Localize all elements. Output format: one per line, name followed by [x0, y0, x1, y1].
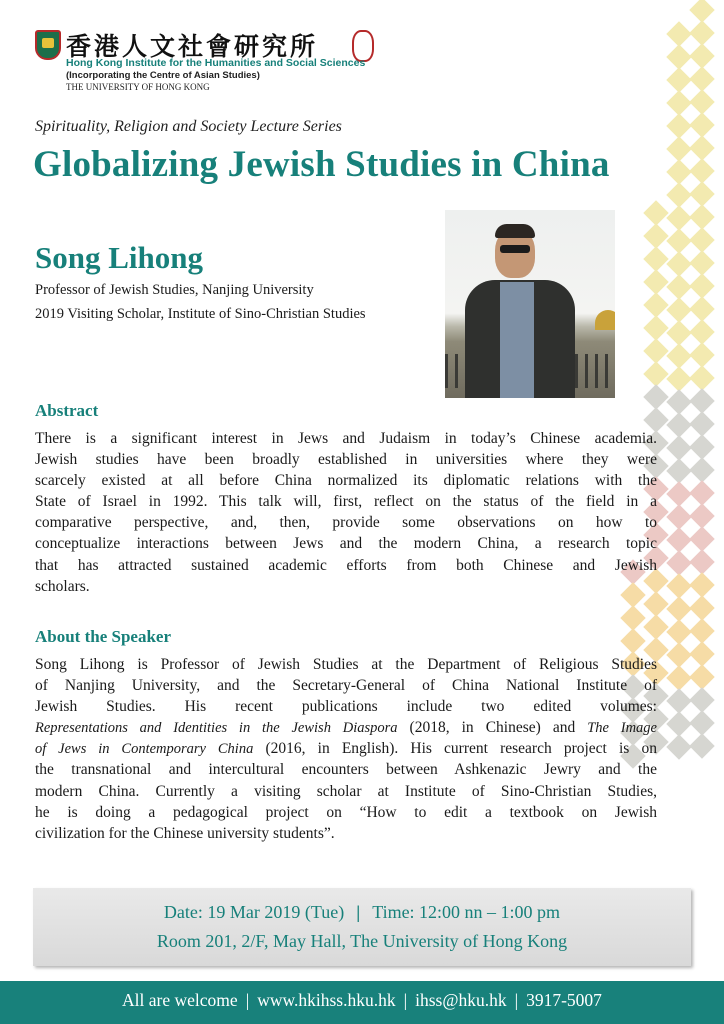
event-time: Time: 12:00 nn – 1:00 pm	[372, 902, 561, 922]
diamond-shape	[666, 504, 691, 529]
diamond-shape	[689, 618, 714, 643]
diamond-shape	[666, 481, 691, 506]
diamond-shape	[689, 549, 714, 574]
diamond-shape	[689, 158, 714, 183]
speaker-visiting: 2019 Visiting Scholar, Institute of Sino-Christian Studies	[35, 306, 366, 322]
diamond-shape	[689, 434, 714, 459]
diamond-shape	[666, 136, 691, 161]
diamond-shape	[689, 342, 714, 367]
diamond-shape	[689, 733, 714, 758]
diamond-shape	[666, 412, 691, 437]
footer-bar	[0, 981, 724, 1024]
hku-crest-logo	[35, 30, 61, 60]
diamond-shape	[689, 457, 714, 482]
speaker-position: Professor of Jewish Studies, Nanjing University	[35, 282, 314, 298]
abstract-line: that has attracted sustained academic efforts from both Chinese and Jewish	[35, 556, 657, 574]
diamond-shape	[689, 89, 714, 114]
diamond-shape	[666, 182, 691, 207]
about-line: civilization for the Chinese university students”.	[35, 824, 335, 842]
diamond-shape	[689, 296, 714, 321]
book-title: The Image	[587, 720, 657, 737]
diamond-shape	[666, 619, 691, 644]
diamond-shape	[666, 573, 691, 598]
diamond-shape	[689, 181, 714, 206]
diamond-shape	[666, 734, 691, 759]
event-datetime	[33, 902, 691, 923]
diamond-shape	[689, 411, 714, 436]
diamond-shape	[689, 503, 714, 528]
event-venue: Room 201, 2/F, May Hall, The University of Hong Kong	[156, 931, 568, 951]
about-text	[35, 654, 657, 844]
abstract-line: scholars.	[35, 577, 90, 595]
lecture-title: Globalizing Jewish Studies in China	[33, 144, 610, 185]
diamond-shape	[666, 642, 691, 667]
about-line: of Nanjing University, and the Secretary-General of China National Institute of	[35, 677, 657, 695]
diamond-shape	[666, 550, 691, 575]
diamond-shape	[643, 223, 668, 248]
diamond-shape	[689, 204, 714, 229]
diamond-shape	[689, 526, 714, 551]
about-line: the transnational and intercultural encounters between Ashkenazic Jewry and the	[35, 761, 657, 779]
phone-number: 3917-5007	[526, 990, 602, 1010]
diamond-shape	[643, 315, 668, 340]
about-line: Song Lihong is Professor of Jewish Studies at the Department of Religious Studies	[35, 656, 657, 673]
abstract-text	[35, 428, 657, 597]
diamond-shape	[689, 66, 714, 91]
speaker-photo	[445, 210, 615, 398]
diamond-shape	[689, 572, 714, 597]
diamond-shape	[643, 200, 668, 225]
diamond-shape	[666, 435, 691, 460]
event-date: Date: 19 Mar 2019 (Tue)	[163, 902, 345, 922]
abstract-heading: Abstract	[35, 401, 99, 420]
abstract-line: conceptualize interactions between Jews and the modern China, a research topic	[35, 535, 657, 553]
about-line: modern China. Currently a visiting scholar at Institute of Sino-Christian Studies,	[35, 782, 657, 800]
diamond-shape	[643, 338, 668, 363]
diamond-shape	[666, 665, 691, 690]
diamond-shape	[666, 205, 691, 230]
event-info-box	[33, 888, 691, 966]
about-text-fragment: (2016, in English). His current research project is on	[253, 740, 657, 758]
abstract-line: scarcely existed at all before China normalized its diplomatic relations with the	[35, 472, 657, 490]
separator: |	[403, 990, 408, 1010]
diamond-shape	[689, 641, 714, 666]
diamond-shape	[689, 595, 714, 620]
abstract-line: There is a significant interest in Jews and Judaism in today’s Chinese academia.	[35, 430, 657, 447]
diamond-shape	[666, 458, 691, 483]
institute-chinese-name: 香港人文社會研究所	[66, 32, 319, 61]
about-heading: About the Speaker	[35, 627, 172, 646]
lecture-series: Spirituality, Religion and Society Lecture Series	[35, 118, 342, 135]
diamond-shape	[666, 21, 691, 46]
diamond-shape	[689, 135, 714, 160]
book-title: Representations and Identities in the Jewish Diaspora	[35, 720, 398, 737]
about-line: Jewish Studies. His recent publications include two edited volumes:	[35, 698, 657, 716]
diamond-shape	[666, 366, 691, 391]
separator: |	[514, 990, 519, 1010]
diamond-shape	[643, 614, 668, 639]
institute-subtitle: (Incorporating the Centre of Asian Studies)	[66, 70, 260, 81]
about-line: he is doing a pedagogical project on “How to edit a textbook on Jewish	[35, 803, 657, 821]
book-title: of Jews in Contemporary China	[35, 741, 254, 758]
diamond-shape	[666, 228, 691, 253]
welcome-text: All are welcome	[122, 990, 238, 1010]
diamond-shape	[689, 20, 714, 45]
diamond-shape	[666, 113, 691, 138]
about-line	[35, 738, 657, 759]
diamond-shape	[666, 67, 691, 92]
diamond-shape	[666, 688, 691, 713]
diamond-shape	[643, 269, 668, 294]
diamond-shape	[689, 365, 714, 390]
diamond-shape	[643, 246, 668, 271]
diamond-shape	[666, 527, 691, 552]
diamond-shape	[689, 273, 714, 298]
diamond-shape	[666, 90, 691, 115]
diamond-shape	[666, 596, 691, 621]
diamond-shape	[666, 44, 691, 69]
diamond-shape	[689, 480, 714, 505]
diamond-shape	[666, 320, 691, 345]
diamond-shape	[689, 250, 714, 275]
speaker-name: Song Lihong	[35, 240, 204, 275]
diamond-shape	[666, 159, 691, 184]
diamond-shape	[643, 384, 668, 409]
website-link[interactable]: www.hkihss.hku.hk	[257, 990, 396, 1010]
diamond-shape	[689, 227, 714, 252]
abstract-line: State of Israel in 1992. This talk will, first, reflect on the status of the field in a	[35, 493, 657, 511]
diamond-shape	[689, 664, 714, 689]
abstract-line: Jewish studies have been broadly established in universities where they were	[35, 451, 657, 469]
diamond-shape	[666, 274, 691, 299]
diamond-shape	[689, 687, 714, 712]
diamond-shape	[689, 112, 714, 137]
diamond-shape	[666, 251, 691, 276]
email-link[interactable]: ihss@hku.hk	[415, 990, 507, 1010]
about-line	[35, 717, 657, 738]
university-name: THE UNIVERSITY OF HONG KONG	[66, 82, 210, 92]
separator: |	[245, 990, 250, 1010]
separator: |	[356, 902, 361, 922]
diamond-shape	[689, 388, 714, 413]
diamond-shape	[666, 297, 691, 322]
diamond-shape	[689, 319, 714, 344]
diamond-shape	[666, 711, 691, 736]
diamond-shape	[689, 43, 714, 68]
diamond-shape	[666, 343, 691, 368]
diamond-shape	[643, 361, 668, 386]
institute-name: Hong Kong Institute for the Humanities and Social Sciences	[66, 57, 366, 69]
diamond-shape	[666, 389, 691, 414]
about-text-fragment: (2018, in Chinese) and	[397, 719, 588, 737]
diamond-shape	[689, 710, 714, 735]
diamond-shape	[643, 292, 668, 317]
abstract-line: comparative perspective, and, then, provide some observations on how to	[35, 514, 657, 532]
